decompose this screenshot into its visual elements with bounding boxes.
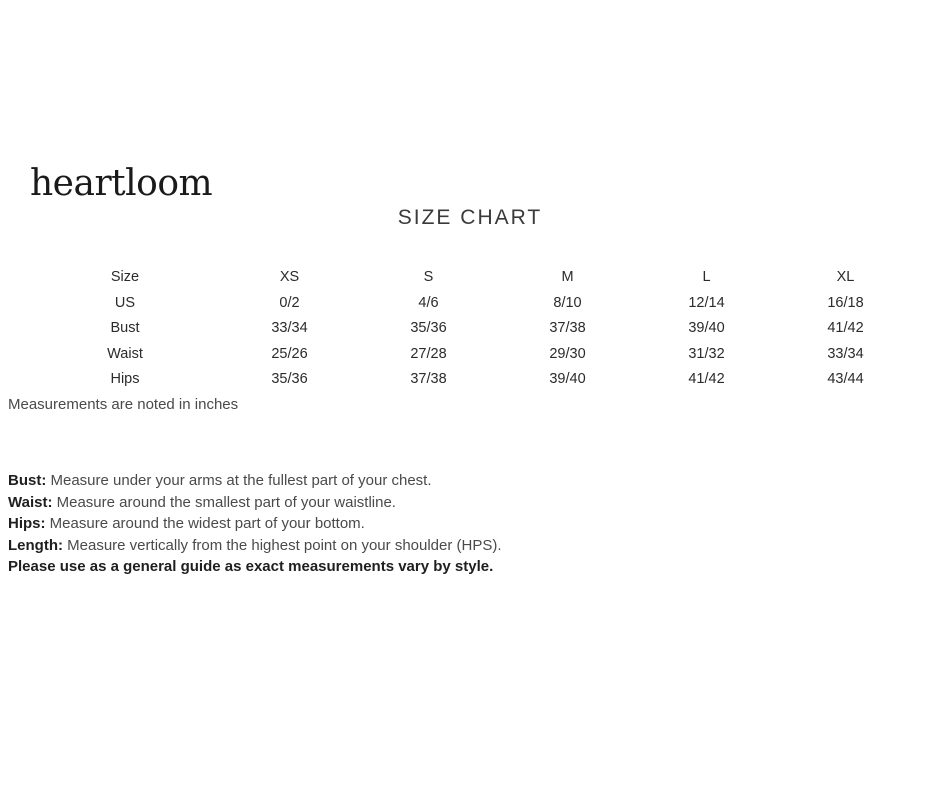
cell-waist-s: 27/28 — [410, 345, 447, 362]
row-header-bust: Bust — [110, 320, 140, 337]
cell-us-xl: 16/18 — [827, 294, 864, 311]
cell-hips-m: 39/40 — [549, 371, 586, 388]
definition-bust — [8, 470, 502, 492]
cell-hips-xl: 43/44 — [827, 371, 864, 388]
table-row — [30, 342, 915, 368]
cell-hips-s: 37/38 — [410, 371, 447, 388]
definition-desc-length: Measure vertically from the highest point on your shoulder (HPS). — [67, 536, 502, 554]
definition-term-length: Length: — [8, 536, 63, 554]
column-header-m: M — [561, 269, 574, 285]
cell-bust-m: 37/38 — [549, 320, 586, 337]
cell-hips-l: 41/42 — [688, 371, 725, 388]
cell-bust-l: 39/40 — [688, 320, 725, 337]
definition-length — [8, 535, 502, 557]
definition-desc-bust: Measure under your arms at the fullest part of your chest. — [50, 472, 432, 489]
definition-desc-waist: Measure around the smallest part of your waistline. — [56, 493, 396, 511]
cell-waist-xs: 25/26 — [271, 345, 308, 362]
units-note: Measurements are noted in inches — [8, 396, 239, 413]
measurement-definitions — [8, 470, 502, 578]
closing-note: Please use as a general guide as exact measurements vary by style. — [8, 558, 494, 575]
definition-hips — [8, 513, 502, 535]
table-row — [30, 265, 915, 291]
row-header-size: Size — [110, 269, 140, 285]
definition-term-hips: Hips: — [8, 515, 46, 532]
column-header-xl: XL — [836, 269, 855, 285]
definition-desc-hips: Measure around the widest part of your bottom. — [49, 515, 365, 532]
column-header-s: S — [423, 269, 434, 285]
cell-waist-l: 31/32 — [688, 345, 725, 362]
cell-us-m: 8/10 — [553, 294, 582, 311]
cell-waist-m: 29/30 — [549, 345, 586, 362]
cell-us-xs: 0/2 — [279, 294, 300, 311]
brand-logo: heartloom — [30, 163, 213, 204]
column-header-l: L — [702, 269, 711, 285]
cell-hips-xs: 35/36 — [271, 371, 308, 388]
cell-us-s: 4/6 — [418, 294, 439, 311]
page-title: SIZE CHART — [397, 206, 543, 229]
table-row — [30, 291, 915, 317]
row-header-waist: Waist — [107, 345, 143, 362]
cell-waist-xl: 33/34 — [827, 345, 864, 362]
cell-bust-xs: 33/34 — [271, 320, 308, 337]
row-header-hips: Hips — [110, 371, 140, 388]
table-row — [30, 316, 915, 342]
table-row — [30, 367, 915, 393]
definition-term-bust: Bust: — [8, 472, 47, 489]
cell-bust-xl: 41/42 — [827, 320, 864, 337]
column-header-xs: XS — [279, 269, 300, 285]
definition-waist — [8, 492, 502, 514]
definition-term-waist: Waist: — [8, 493, 53, 511]
cell-us-l: 12/14 — [688, 294, 725, 311]
size-chart-table — [30, 265, 915, 393]
cell-bust-s: 35/36 — [410, 320, 447, 337]
row-header-us: US — [114, 294, 136, 311]
